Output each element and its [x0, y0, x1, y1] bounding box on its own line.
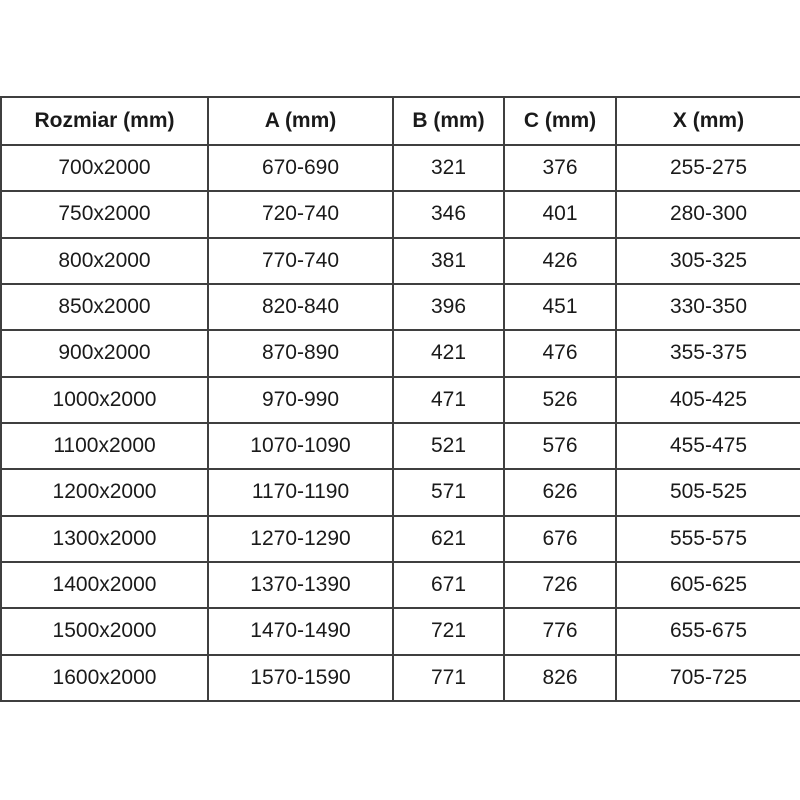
table-cell: 1070-1090 — [208, 423, 393, 469]
table-cell: 820-840 — [208, 284, 393, 330]
table-row — [1, 377, 800, 423]
table-cell: 330-350 — [616, 284, 800, 330]
table-cell: 280-300 — [616, 191, 800, 237]
table-cell: 1170-1190 — [208, 469, 393, 515]
table-cell: 305-325 — [616, 238, 800, 284]
table-cell: 1200x2000 — [1, 469, 208, 515]
table-cell: 255-275 — [616, 145, 800, 191]
table-cell: 776 — [504, 608, 616, 654]
table-cell: 800x2000 — [1, 238, 208, 284]
table-cell: 505-525 — [616, 469, 800, 515]
table-cell: 676 — [504, 516, 616, 562]
table-row — [1, 655, 800, 701]
table-cell: 850x2000 — [1, 284, 208, 330]
table-header — [1, 97, 800, 145]
column-header-x: X (mm) — [616, 97, 800, 145]
table-row — [1, 562, 800, 608]
table-row — [1, 238, 800, 284]
table-row — [1, 284, 800, 330]
table-cell: 1270-1290 — [208, 516, 393, 562]
table-row — [1, 516, 800, 562]
table-cell: 1500x2000 — [1, 608, 208, 654]
table-cell: 381 — [393, 238, 504, 284]
size-dimensions-table — [0, 96, 800, 702]
table-cell: 555-575 — [616, 516, 800, 562]
table-cell: 1400x2000 — [1, 562, 208, 608]
table-cell: 1100x2000 — [1, 423, 208, 469]
table-cell: 970-990 — [208, 377, 393, 423]
table-cell: 526 — [504, 377, 616, 423]
table-cell: 405-425 — [616, 377, 800, 423]
table-cell: 346 — [393, 191, 504, 237]
table-row — [1, 145, 800, 191]
table-cell: 576 — [504, 423, 616, 469]
table-cell: 426 — [504, 238, 616, 284]
table-cell: 421 — [393, 330, 504, 376]
table-cell: 771 — [393, 655, 504, 701]
table-cell: 726 — [504, 562, 616, 608]
table-cell: 451 — [504, 284, 616, 330]
table-cell: 621 — [393, 516, 504, 562]
table-cell: 321 — [393, 145, 504, 191]
table-cell: 700x2000 — [1, 145, 208, 191]
table-cell: 655-675 — [616, 608, 800, 654]
table-cell: 770-740 — [208, 238, 393, 284]
table-cell: 1600x2000 — [1, 655, 208, 701]
table-cell: 605-625 — [616, 562, 800, 608]
table-cell: 401 — [504, 191, 616, 237]
table-cell: 1570-1590 — [208, 655, 393, 701]
table-cell: 1300x2000 — [1, 516, 208, 562]
table-cell: 705-725 — [616, 655, 800, 701]
column-header-a: A (mm) — [208, 97, 393, 145]
table-cell: 571 — [393, 469, 504, 515]
column-header-b: B (mm) — [393, 97, 504, 145]
table-cell: 721 — [393, 608, 504, 654]
column-header-rozmiar: Rozmiar (mm) — [1, 97, 208, 145]
table-cell: 396 — [393, 284, 504, 330]
table-body — [1, 145, 800, 701]
table-cell: 376 — [504, 145, 616, 191]
table-cell: 1000x2000 — [1, 377, 208, 423]
table-cell: 870-890 — [208, 330, 393, 376]
table-cell: 671 — [393, 562, 504, 608]
table-cell: 900x2000 — [1, 330, 208, 376]
column-header-c: C (mm) — [504, 97, 616, 145]
table-cell: 750x2000 — [1, 191, 208, 237]
table-cell: 720-740 — [208, 191, 393, 237]
table-row — [1, 191, 800, 237]
table-cell: 471 — [393, 377, 504, 423]
table-header-row — [1, 97, 800, 145]
table-cell: 455-475 — [616, 423, 800, 469]
table-cell: 1470-1490 — [208, 608, 393, 654]
table-cell: 476 — [504, 330, 616, 376]
table-row — [1, 330, 800, 376]
table-cell: 355-375 — [616, 330, 800, 376]
table-cell: 521 — [393, 423, 504, 469]
table-row — [1, 469, 800, 515]
table-cell: 826 — [504, 655, 616, 701]
table-cell: 670-690 — [208, 145, 393, 191]
table-cell: 626 — [504, 469, 616, 515]
table-row — [1, 423, 800, 469]
table-row — [1, 608, 800, 654]
table-cell: 1370-1390 — [208, 562, 393, 608]
